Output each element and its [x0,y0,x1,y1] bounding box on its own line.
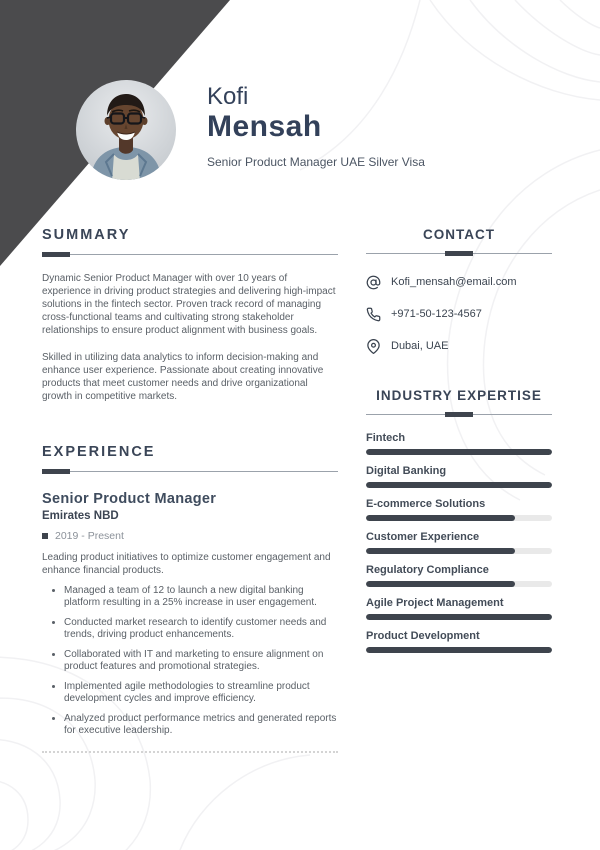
experience-bullet: • Implemented agile methodologies to streamline product development cycles and improve efficiency. [64,681,338,705]
experience-bullet: • Managed a team of 12 to launch a new digital banking platform resulting in a 25% increase in user engagement. [64,585,338,609]
skill-bar-track [366,515,552,521]
summary-paragraph: Skilled in utilizing data analytics to inform decision-making and enhance user experience. Passionate about creating innovative products that meet customer needs and drive organizational growth in competitive markets. [42,352,324,402]
skill-bar-fill [366,581,515,587]
skill-label: Product Development [366,630,480,642]
skill-item [366,498,552,521]
experience-section [42,444,338,753]
skill-item [366,531,552,554]
skill-bar-track [366,614,552,620]
skill-item [366,465,552,488]
skill-bar-track [366,647,552,653]
contact-phone: +971-50-123-4567 [391,308,482,320]
skill-bar-track [366,449,552,455]
contact-location-row [366,338,552,354]
summary-paragraph: Dynamic Senior Product Manager with over 10 years of experience in driving product strategies and delivering high-impact solutions in the fintech sector. Proven track record of managing cross-functional teams and cultivating strong stakeholder relationships to ensure product alignment with business goals. [42,273,336,336]
experience-bullets [42,585,338,737]
dotted-divider [42,751,338,753]
skill-item [366,597,552,620]
summary-title: SUMMARY [42,227,131,243]
phone-icon [366,307,381,322]
section-rule [42,252,338,258]
location-pin-icon [366,339,381,354]
job-company: Emirates NBD [42,510,119,522]
contact-list [366,274,552,354]
experience-bullet: • Collaborated with IT and marketing to ensure alignment on product features and promotional strategies. [64,649,338,673]
skill-bar-track [366,581,552,587]
rule-tick [42,469,70,474]
profile-photo [76,80,176,180]
contact-section [366,227,552,370]
summary-section [42,227,338,403]
experience-title: EXPERIENCE [42,444,156,460]
job-role: Senior Product Manager [42,491,217,507]
skill-bar-fill [366,482,552,488]
section-rule [366,251,552,257]
section-rule [42,469,338,475]
at-icon [366,275,381,290]
job-description: Leading product initiatives to optimize customer engagement and enhance financial products. [42,552,331,576]
skill-bar-track [366,548,552,554]
contact-title: CONTACT [423,227,495,242]
skills-list [366,432,552,653]
skill-bar-fill [366,449,552,455]
contact-phone-row [366,306,552,322]
summary-paragraphs [42,272,338,403]
contact-email-row[interactable] [366,274,552,290]
skill-label: Digital Banking [366,465,447,477]
job-date-range: 2019 - Present [55,530,124,542]
skill-bar-track [366,482,552,488]
industry-expertise-title: INDUSTRY EXPERTISE [376,388,542,403]
skill-bar-fill [366,614,552,620]
square-bullet-icon [42,533,48,539]
skill-bar-fill [366,647,552,653]
skill-item [366,630,552,653]
skill-label: E-commerce Solutions [366,498,486,510]
contact-email[interactable]: Kofi_mensah@email.com [391,276,517,288]
first-name: Kofi [207,83,249,110]
industry-expertise-section [366,388,552,663]
last-name: Mensah [207,110,322,144]
header [207,84,567,169]
skill-label: Customer Experience [366,531,480,543]
avatar-illustration [76,80,176,180]
skill-item [366,564,552,587]
rule-tick [445,251,473,256]
skill-item [366,432,552,455]
rule-tick [42,252,70,257]
section-rule [366,412,552,418]
job-dates [42,530,338,542]
job-title-subtitle: Senior Product Manager UAE Silver Visa [207,155,425,170]
skill-bar-fill [366,515,515,521]
experience-bullet: • Analyzed product performance metrics and generated reports for executive leadership. [64,713,338,737]
skill-label: Agile Project Management [366,597,504,609]
skill-label: Fintech [366,432,406,444]
skill-label: Regulatory Compliance [366,564,489,576]
rule-tick [445,412,473,417]
contact-location: Dubai, UAE [391,340,449,352]
skill-bar-fill [366,548,515,554]
experience-bullet: • Conducted market research to identify customer needs and trends, driving product enhancements. [64,617,338,641]
